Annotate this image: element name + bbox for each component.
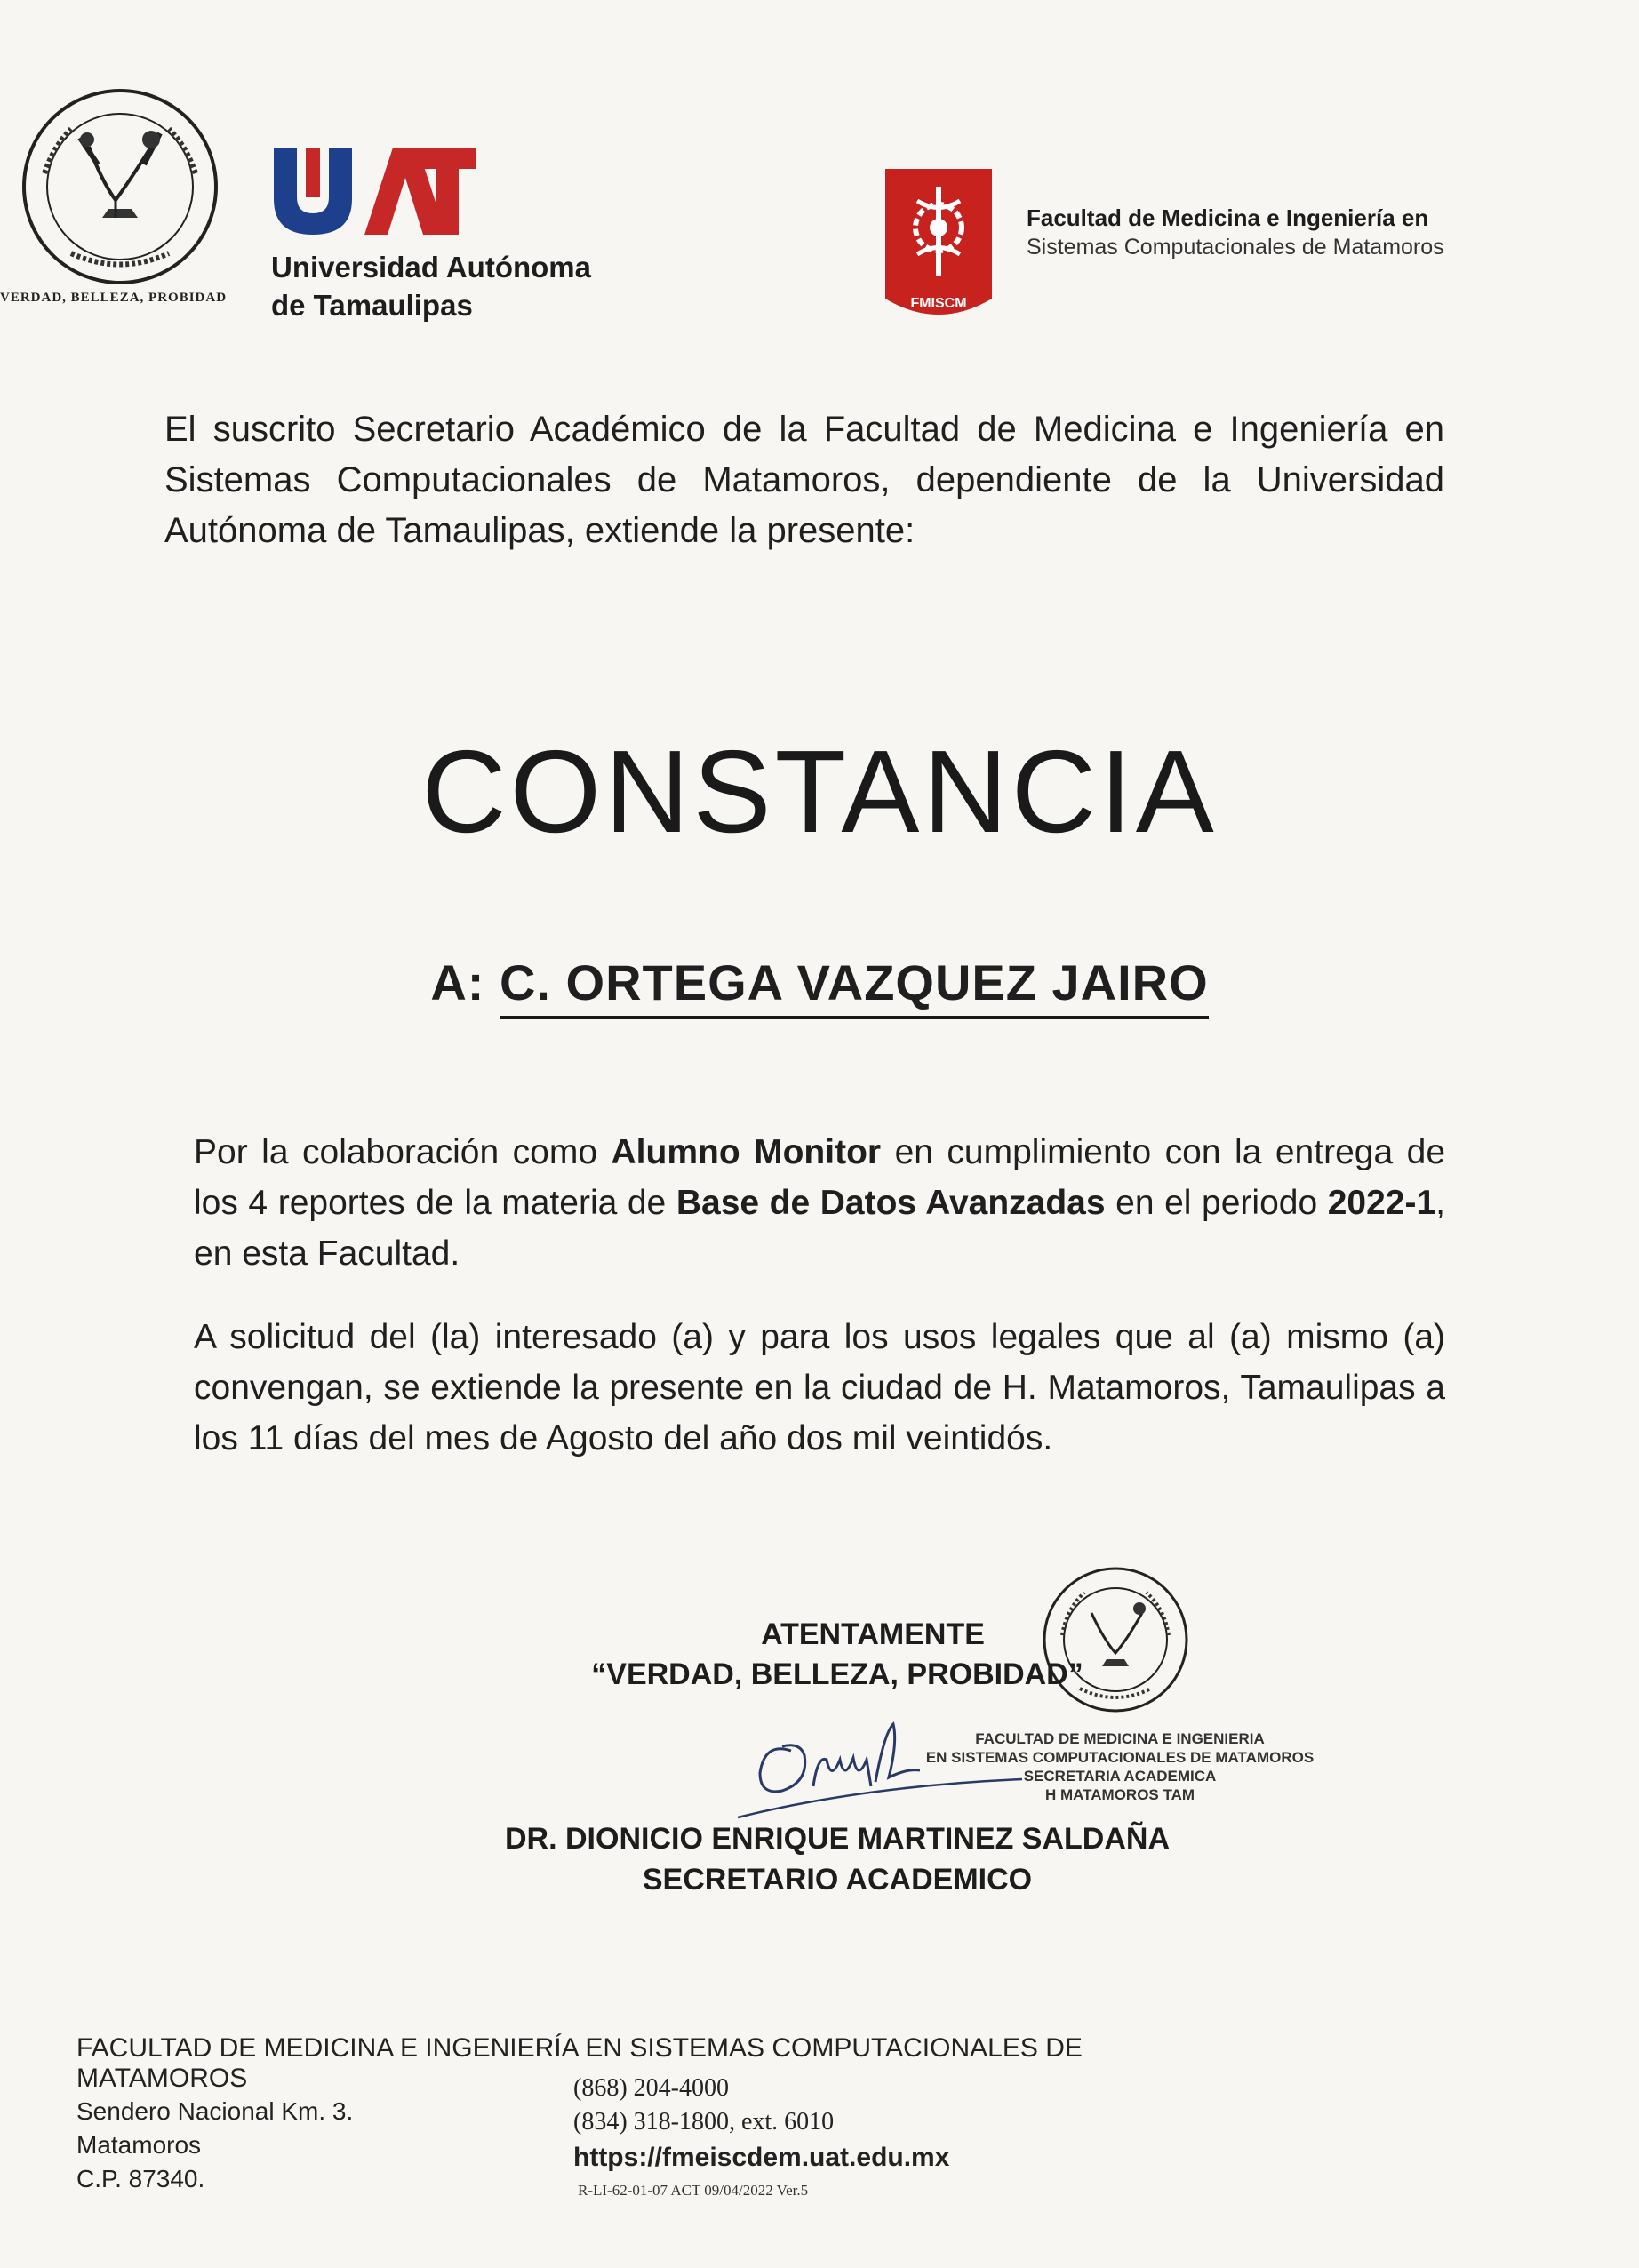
para1-text1: Por la colaboración como xyxy=(194,1133,612,1171)
subject-highlight: Base de Datos Avanzadas xyxy=(676,1184,1106,1222)
signer-name: DR. DIONICIO ENRIQUE MARTINEZ SALDAÑA xyxy=(505,1822,1170,1856)
stamp-line: H MATAMOROS TAM xyxy=(1044,1786,1195,1803)
footer-faculty-line2: MATAMOROS xyxy=(76,2064,248,2093)
faculty-title-line2: Sistemas Computacionales de Matamoros xyxy=(1027,235,1444,260)
role-highlight: Alumno Monitor xyxy=(611,1133,882,1171)
intro-paragraph: El suscrito Secretario Académico de la Facultad de Medicina e Ingeniería en Sistemas Computacionales de Matamoros, dependiente de la Universidad Autónoma de Tamaulipas, extiende la presente: xyxy=(164,410,1444,550)
footer-faculty-line1: FACULTAD DE MEDICINA E INGENIERÍA EN SISTEMAS COMPUTACIONALES DE xyxy=(76,2033,1083,2063)
recipient-name: C. ORTEGA VAZQUEZ JAIRO xyxy=(500,954,1209,1019)
signer-title: SECRETARIO ACADEMICO xyxy=(642,1863,1033,1897)
period-highlight: 2022-1 xyxy=(1327,1184,1436,1222)
handwritten-signature xyxy=(729,1706,1031,1831)
faculty-badge-text: FMISCM xyxy=(910,296,967,311)
para1-text4: , en esta Facultad. xyxy=(194,1184,1445,1273)
para1-text2: en cumplimiento con la entrega de los 4 reportes de la materia de xyxy=(194,1133,1446,1222)
faculty-title-line1: Facultad de Medicina e Ingeniería en xyxy=(1027,204,1429,231)
document-title: CONSTANCIA xyxy=(421,726,1218,857)
collaboration-paragraph xyxy=(194,1127,1445,1279)
para1-text3: en el periodo xyxy=(1105,1184,1328,1222)
uat-name-line2: de Tamaulipas xyxy=(271,289,473,322)
uat-name-line1: Universidad Autónoma xyxy=(271,251,591,284)
uat-logo xyxy=(267,142,480,249)
footer-phone1: (868) 204-4000 xyxy=(573,2074,729,2102)
footer-address-line2: Matamoros xyxy=(76,2131,202,2159)
stamp-line: EN SISTEMAS COMPUTACIONALES DE MATAMOROS xyxy=(925,1749,1315,1766)
footer-phone2: (834) 318-1800, ext. 6010 xyxy=(573,2108,835,2136)
footer-website-link[interactable]: https://fmeiscdem.uat.edu.mx xyxy=(573,2143,950,2172)
stamp-line: FACULTAD DE MEDICINA E INGENIERIA xyxy=(975,1730,1265,1747)
footer-address-line3: C.P. 87340. xyxy=(76,2165,205,2192)
footer-address-line1: Sendero Nacional Km. 3. xyxy=(76,2097,354,2125)
recipient-line xyxy=(0,954,1639,1011)
stamp-line: SECRETARIA ACADEMICA xyxy=(1023,1768,1217,1785)
seal-motto: VERDAD, BELLEZA, PROBIDAD xyxy=(0,291,228,305)
closing-text: ATENTAMENTE xyxy=(761,1617,985,1651)
faculty-shield-logo xyxy=(882,165,995,331)
recipient-prefix: A: xyxy=(430,954,485,1010)
university-seal xyxy=(18,84,222,289)
closing-motto: “VERDAD, BELLEZA, PROBIDAD” xyxy=(591,1657,1083,1691)
footer-document-code: R-LI-62-01-07 ACT 09/04/2022 Ver.5 xyxy=(578,2182,809,2199)
request-paragraph: A solicitud del (la) interesado (a) y para los usos legales que al (a) mismo (a) convengan, se extiende la presente en la ciudad de H. Matamoros, Tamaulipas a los 11 días del mes de Agosto del año dos mil veintidós. xyxy=(194,1318,1445,1457)
